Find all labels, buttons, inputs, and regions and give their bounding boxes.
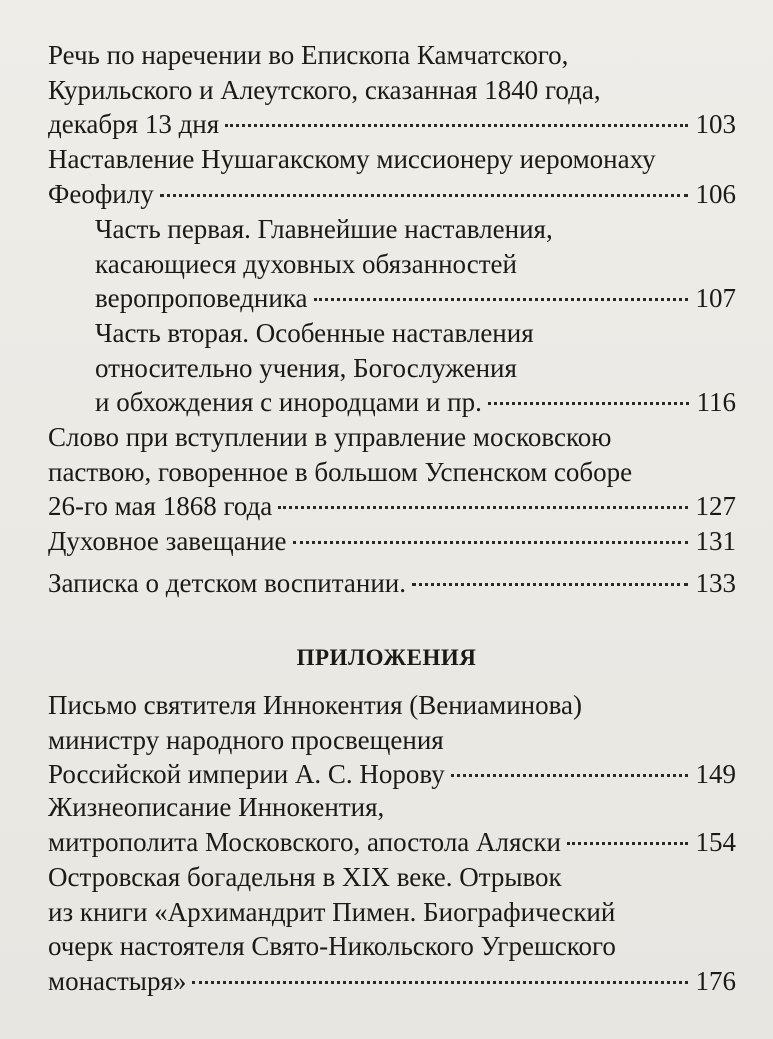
dot-leader: [451, 774, 688, 777]
page-number: 116: [696, 387, 736, 417]
toc-entry-text-line: декабря 13 дня: [48, 109, 220, 139]
toc-entry-text-line: касающиеся духовных обязанностей: [95, 248, 517, 279]
toc-entry-text-line: митрополита Московского, апостола Аляски: [48, 826, 561, 857]
dot-leader: [160, 194, 688, 197]
toc-entry-text-line: Часть первая. Главнейшие наставления,: [95, 214, 553, 244]
page-number: 107: [695, 283, 736, 313]
toc-entry-text-line: очерк настоятеля Свято-Никольского Угрешского: [48, 931, 616, 961]
page-number: 106: [695, 178, 736, 209]
page-number: 103: [695, 109, 736, 139]
toc-entry: [48, 860, 736, 998]
toc-entry-text-line: Наставление Нушагакскому миссионеру иеромонаху: [48, 144, 656, 174]
toc-subentry: [95, 212, 736, 316]
page-number: 131: [695, 526, 736, 556]
toc-entry-text-line: Записка о детском воспитании.: [48, 568, 406, 598]
appendix-heading: ПРИЛОЖЕНИЯ: [296, 645, 477, 670]
toc-entry-text-line: Островская богадельня в XIX веке. Отрывок: [48, 862, 562, 892]
dot-leader: [192, 981, 687, 984]
toc-entry: [48, 420, 736, 524]
toc-entry-text-line: Духовное завещание: [48, 526, 287, 556]
toc-entry: [48, 524, 736, 559]
toc-entry-text-line: министру народного просвещения: [48, 724, 444, 755]
toc-entry-text-line: веропроповедника: [95, 283, 308, 313]
page-number: 149: [695, 759, 736, 789]
dot-leader: [314, 298, 688, 301]
toc-entry-text-line: Часть вторая. Особенные наставления: [95, 318, 534, 348]
dot-leader: [293, 541, 688, 544]
page-number: 133: [695, 568, 736, 598]
page-number: 154: [695, 826, 736, 857]
toc-entry: [48, 142, 736, 211]
toc-entry-text-line: паствою, говоренное в большом Успенском соборе: [48, 456, 633, 487]
dot-leader: [412, 583, 688, 586]
toc-entry: [48, 38, 736, 142]
toc-entry-text-line: 26-го мая 1868 года: [48, 491, 273, 521]
toc-entry: [48, 790, 736, 859]
dot-leader: [488, 402, 689, 405]
toc-entry-text-line: Российской империи А. С. Норову: [48, 759, 445, 789]
toc-entry: [48, 566, 736, 601]
dot-leader: [225, 124, 687, 127]
toc-entry-text-line: Слово при вступлении в управление московскою: [48, 422, 612, 452]
toc-entry-text-line: монастыря»: [48, 965, 187, 996]
toc-entry-text-line: Курильского и Алеутского, сказанная 1840 года,: [48, 74, 601, 105]
dot-leader: [278, 506, 687, 509]
toc-entry-text-line: относительно учения, Богослужения: [95, 352, 517, 383]
page-number: 176: [695, 965, 736, 996]
page-number: 127: [695, 491, 736, 521]
toc-entry-text-line: Речь по наречении во Епископа Камчатского,: [48, 40, 569, 70]
dot-leader: [567, 842, 688, 845]
toc-subentry: [95, 316, 736, 420]
toc-entry-text-line: и обхождения с инородцами и пр.: [95, 387, 482, 417]
toc-entry-text-line: Письмо святителя Иннокентия (Вениаминова): [48, 690, 582, 720]
toc-entry-text-line: из книги «Архимандрит Пимен. Биографический: [48, 896, 616, 927]
toc-entry-text-line: Жизнеописание Иннокентия,: [48, 792, 385, 822]
toc-entry: [48, 688, 736, 792]
toc-entry-text-line: Феофилу: [48, 178, 154, 209]
